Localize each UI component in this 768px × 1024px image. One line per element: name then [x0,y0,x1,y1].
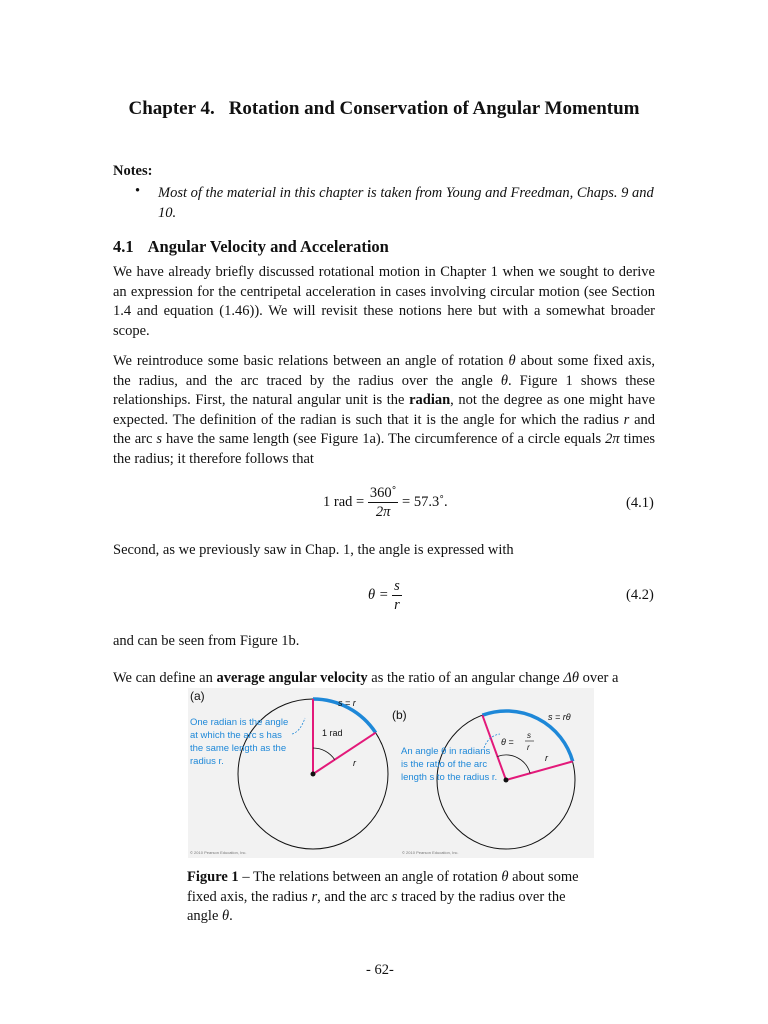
section-number: 4.1 [113,237,134,256]
equation-number-4-2: (4.2) [626,587,654,603]
eq2-numerator: s [394,578,400,594]
text-run: We can define an [113,670,213,686]
eq1-rhs: = 57.3˚. [402,493,448,510]
panel-b-center [504,778,509,783]
text-run: have the same length (see Figure 1a). The circumference of a circle equals [166,431,602,448]
section-title: Angular Velocity and Acceleration [147,237,389,256]
eq1-numerator: 360˚ [369,485,397,501]
figure-caption [187,868,583,927]
panel-a-angle-label: 1 rad [322,728,343,738]
equation-4-1 [323,484,448,521]
eq2-lhs: θ = [368,586,389,603]
panel-b-angle-label-lhs: θ = [501,737,514,747]
text-run: as the ratio of an angular change [371,670,560,686]
text-run: and the arc [113,411,656,448]
symbol-s: s [156,431,163,448]
eq2-denominator: r [394,597,400,613]
text-run: traced by the radius over the angle [187,888,566,924]
symbol-r: r [623,411,630,428]
text-run: . Figure 1 shows these relationships. First, the natural angular unit is the [113,372,655,409]
panel-a-label: (a) [190,689,205,703]
section-heading [113,237,389,257]
notes-item: Most of the material in this chapter is taken from Young and Freedman, Chaps. 9 and 10. [158,185,654,221]
eq1-denominator: 2π [375,504,391,520]
panel-a-copyright: © 2010 Pearson Education, Inc. [190,850,247,855]
text-run: The relations between an angle of rotation [252,869,498,885]
equation-4-2 [368,577,402,614]
panel-a-center [311,772,316,777]
text-run: about some fixed axis, the radius, and the arc traced by the radius over the angle [113,353,656,389]
paragraph-4: and can be seen from Figure 1b. [113,633,300,649]
notes-heading: Notes: [113,163,153,179]
eq1-lhs: 1 rad = [323,493,365,510]
panel-b-note-line: An angle θ in radians [401,746,491,757]
symbol-two-pi: 2π [605,431,620,448]
text-run: We reintroduce some basic relations between an angle of rotation [113,353,504,369]
panel-a-note-line: at which the arc s has [190,730,282,741]
paragraph-3: Second, as we previously saw in Chap. 1, the angle is expressed with [113,542,514,558]
panel-a-radius-label: r [353,758,356,768]
page-number: - 62- [366,962,394,978]
text-run: about some fixed axis, the radius [187,869,579,905]
text-run: times the radius; it therefore follows that [113,431,656,467]
panel-b-arc-label: s = rθ [548,712,571,722]
symbol-delta-theta: Δθ [563,670,579,686]
panel-b-angle-label-den: r [527,743,530,752]
bullet-marker: • [135,183,141,199]
panel-b-label: (b) [392,708,407,722]
chapter-label: Chapter 4. [128,98,215,119]
panel-a-arc-label: s = r [338,698,356,708]
eq1-fraction [368,484,399,521]
panel-b-angle-label-num: s [527,731,531,740]
caption-label: Figure 1 [187,869,239,885]
paragraph-2 [113,352,655,470]
text-run: . [229,908,233,924]
symbol-theta: θ [501,869,509,885]
symbol-theta: θ [500,372,508,389]
symbol-theta: θ [508,353,516,369]
term-average-angular-velocity: average angular velocity [216,670,368,686]
eq2-fraction [392,577,402,614]
text-run: , and the arc [317,888,388,905]
text-run: , not the degree as one might have expected. The definition of the radian is such that it is the angle for which the radius [113,392,656,428]
equation-number-4-1: (4.1) [626,495,654,511]
paragraph-1: We have already briefly discussed rotational motion in Chapter 1 when we sought to derive an expression for the centripetal acceleration in cases involving circular motion (see Section 1.4 and equation (1.46)). We will revisit these notions here but with a somewhat broader scope. [113,264,655,339]
panel-b-note [401,746,497,783]
panel-a-note-line: the same length as the [190,743,287,754]
panel-b-copyright: © 2010 Pearson Education, Inc. [402,850,459,855]
panel-a-note-line: One radian is the angle [190,717,289,728]
chapter-title [113,96,655,121]
figure-1-diagram [188,688,594,858]
panel-b-note-line: is the ratio of the arc [401,759,488,770]
panel-b-note-line: length s to the radius r. [401,772,498,783]
term-radian: radian [409,392,451,409]
caption-dash: – [238,869,253,885]
symbol-s: s [391,888,398,905]
panel-b-radius-label: r [545,753,548,763]
text-run: over a [582,670,619,686]
chapter-title-text: Rotation and Conservation of Angular Momentum [228,98,640,119]
symbol-theta: θ [222,908,230,924]
symbol-r: r [311,888,318,905]
panel-a-note-line: radius r. [190,756,224,767]
paragraph-5 [113,669,655,689]
